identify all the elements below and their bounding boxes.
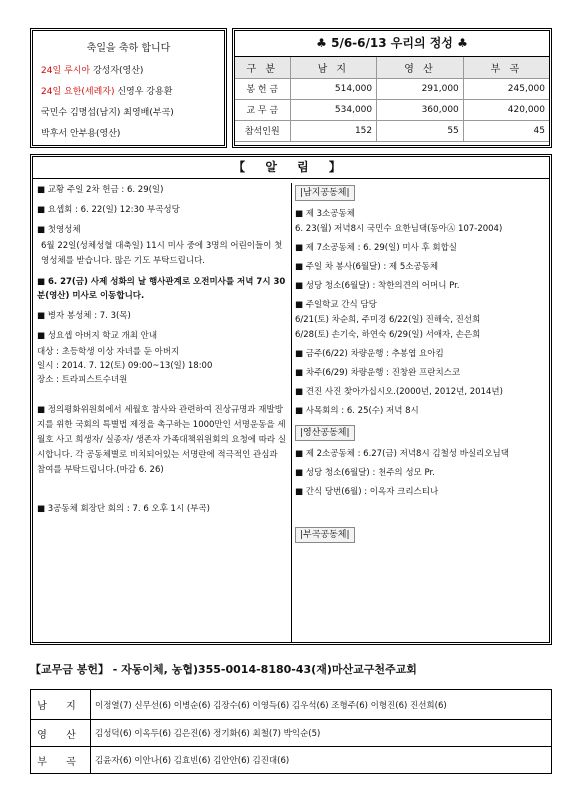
offering-cell: 45: [463, 120, 549, 141]
notice-item: ■ 주일 차 봉사(6월달) : 제 5소공동체: [295, 262, 439, 272]
notice-item-body: 6월 22일(성체성혈 대축일) 11시 미사 중에 3명의 어린이들이 첫영성체를 받습니다. 많은 기도 부탁드립니다.: [41, 241, 283, 266]
offering-cell: 55: [377, 120, 464, 141]
offering-header-cell: 남 지: [290, 57, 377, 78]
notice-item: ■ 차주(6/29) 차량운행 : 진창완 프란치스코: [295, 368, 461, 378]
notice-item: ■ 병자 봉성체 : 7. 3(목): [37, 311, 131, 321]
notice-section: [30, 154, 552, 645]
donor-row-list: 김윤자(6) 이안나(6) 김효빈(6) 김안안(6) 김진대(6): [91, 747, 552, 774]
offering-cell: 514,000: [290, 78, 377, 99]
feast-names-2: 신영우 강용환: [114, 87, 173, 97]
notice-item: ■ 금주(6/22) 차량운행 : 추봉엽 요아킴: [295, 349, 444, 359]
feast-day-title: 축일을 축하 합니다: [86, 43, 171, 54]
offering-row-label: 봉 헌 금: [235, 78, 290, 99]
notice-item: ■ 성당 청소(6월달) : 착한의견의 어머니 Pr.: [295, 281, 460, 291]
donor-row-label: 영 산: [31, 720, 91, 747]
notice-item-detail: 대상 : 초등학생 이상 자녀를 둔 아버지: [37, 347, 180, 357]
notice-item: ■ 견진 사진 찾아가십시오.(2000년, 2012년, 2014년): [295, 387, 503, 397]
feast-saint-1: 24일 루시아: [41, 66, 91, 76]
column-divider: [291, 183, 292, 643]
offering-header-cell: 부 곡: [463, 57, 549, 78]
community-header: |영산공동체|: [295, 425, 355, 441]
offering-title: ♣ 5/6-6/13 우리의 정성 ♣: [235, 31, 549, 57]
notice-title: 【 알 림 】: [33, 157, 549, 179]
feast-names-1: 강성자(영산): [90, 66, 144, 76]
offering-cell: 360,000: [377, 99, 464, 120]
donor-row-label: 부 곡: [31, 747, 91, 774]
notice-item: ■ 6. 27(금) 사제 성화의 날 행사관계로 오전미사를 저녁 7시 30분(영산) 미사로 이동합니다.: [37, 277, 286, 301]
community-header: |남지공동체|: [295, 185, 355, 201]
donor-row-list: 김성덕(6) 이옥두(6) 김은진(6) 정기화(6) 최철(7) 박익순(5): [91, 720, 552, 747]
feast-line-4: 박후서 안부용(영산): [41, 129, 121, 139]
notice-item: ■ 제 7소공동체 : 6. 29(일) 미사 후 회합실: [295, 243, 458, 253]
notice-item: ■ 교황 주일 2차 헌금 : 6. 29(일): [37, 185, 164, 195]
notice-item: ■ 주일학교 간식 담당: [295, 300, 377, 310]
notice-item-detail: 장소 : 트라피스트수녀원: [37, 375, 128, 385]
notice-item: ■ 요셉회 : 6. 22(일) 12:30 부곡성당: [37, 205, 180, 215]
offering-cell: 152: [290, 120, 377, 141]
offering-cell: 291,000: [377, 78, 464, 99]
offering-cell: 420,000: [463, 99, 549, 120]
offering-cell: 245,000: [463, 78, 549, 99]
notice-item: ■ 사목회의 : 6. 25(수) 저녁 8시: [295, 406, 419, 416]
donor-row: [31, 690, 552, 720]
donor-row: [31, 720, 552, 747]
offering-row: [235, 99, 549, 120]
feast-line-1: [41, 63, 216, 76]
offering-row-label: 참석인원: [235, 120, 290, 141]
donor-names-table: [30, 689, 552, 774]
account-info: 【교무금 봉헌】 - 자동이체, 농협)355-0014-8180-43(재)마산교구천주교회: [30, 663, 417, 676]
notice-item: ■ 간식 당번(6월) : 이옥자 크리스티나: [295, 487, 439, 497]
notice-item: ■ 3공동체 회장단 회의 : 7. 6 오후 1시 (부곡): [37, 504, 210, 514]
donor-row: [31, 747, 552, 774]
feast-day-box: [30, 28, 227, 148]
offering-header-cell: 영 산: [377, 57, 464, 78]
feast-line-3: 국민수 김명섭(남지) 최영배(부곡): [41, 108, 174, 118]
offering-table: [235, 57, 549, 142]
notice-item: ■ 성당 청소(6월달) : 천주의 성모 Pr.: [295, 468, 435, 478]
offering-box: [232, 28, 552, 148]
donor-row-list: 이정열(7) 신무선(6) 이병순(6) 김장수(6) 이영득(6) 김우석(6) 조형주(6) 이형진(6) 진선희(6): [91, 690, 552, 720]
offering-row: [235, 120, 549, 141]
offering-header-row: [235, 57, 549, 78]
notice-item: ■ 제 2소공동체 : 6.27(금) 저녁8시 김철성 바실리오님댁: [295, 449, 509, 459]
notice-right-column: [295, 183, 549, 549]
feast-line-2: [41, 84, 216, 97]
notice-item: ■ 첫영성체: [37, 225, 81, 235]
offering-row: [235, 78, 549, 99]
notice-item: ■ 성요셉 아버지 학교 개최 안내: [37, 331, 158, 341]
offering-header-cell: 구 분: [235, 57, 290, 78]
notice-item: ■ 정의평화위원회에서 세월호 참사와 관련하여 진상규명과 재발방지를 위한 국회의 특별법 제정을 촉구하는 1000만인 서명운동을 세월호 사고 희생자/ 실종자/ 생존자 가족대책위원회의 요청에 따라 실시합니다. 각 공동체별로 비치되어있는 서명란에 적극적인 관심과 참여를 부탁드립니다.(마감 6. 26): [37, 405, 287, 475]
offering-cell: 534,000: [290, 99, 377, 120]
feast-saint-2: 24일 요한(세례자): [41, 87, 115, 97]
notice-item: ■ 제 3소공동체: [295, 209, 355, 219]
notice-item-detail: 6/28(토) 손기숙, 하연숙 6/29(일) 서애자, 손은희: [295, 330, 481, 340]
notice-item-body: 6. 23(월) 저녁8시 국민수 요한님댁(동아Ⓐ 107-2004): [295, 224, 503, 234]
notice-item-detail: 일시 : 2014. 7. 12(토) 09:00~13(일) 18:00: [37, 361, 213, 371]
offering-row-label: 교 무 금: [235, 99, 290, 120]
donor-row-label: 남 지: [31, 690, 91, 720]
notice-left-column: [37, 183, 287, 522]
community-header: |부곡공동체|: [295, 527, 355, 543]
notice-item-detail: 6/21(토) 차순희, 주미경 6/22(일) 진해숙, 진선희: [295, 315, 481, 325]
